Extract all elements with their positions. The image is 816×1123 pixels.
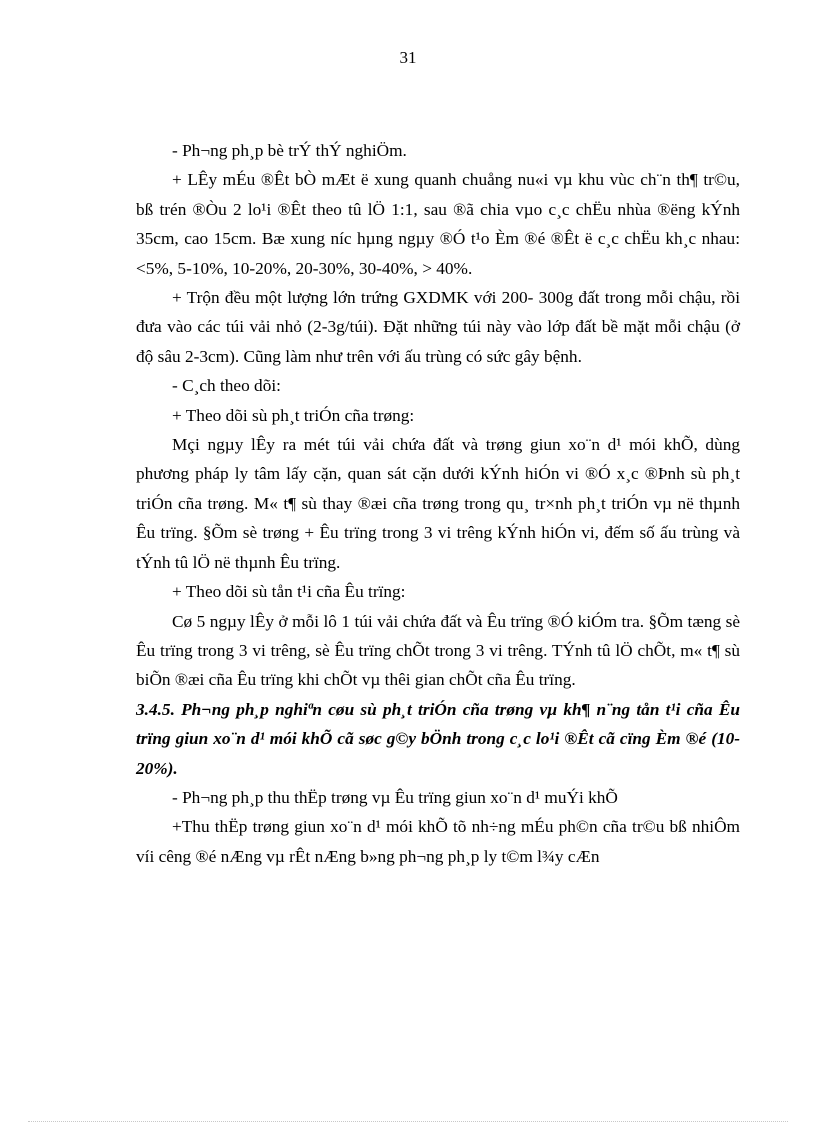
paragraph-egg-collection: +Thu thËp trøng giun xo¨n d¹ mói khÕ tõ nh÷ng mÉu ph©n cña tr©u bß nhiÔm víi cêng ®é nÆng vµ rÊt nÆng b»ng ph¬ng ph¸p ly t©m l¾y cÆn (136, 817, 740, 866)
paragraph-egg-mixing: + Trộn đều một lượng lớn trứng GXDMK với 200- 300g đất trong mỗi chậu, rồi đưa vào các túi vải nhỏ (2-3g/túi). Đặt những túi này vào lớp đất bề mặt mỗi chậu (ở độ sâu 2-3cm). Cũng làm như trên với ấu trùng có sức gây bệnh. (136, 288, 740, 366)
paragraph-soil-sampling: + LÊy mÉu ®Êt bÒ mÆt ë xung quanh chuång nu«i vµ khu vùc ch¨n th¶ tr©u, bß trén ®Òu 2 lo¹i ®Êt theo tû lÖ 1:1, sau ®ã chia vµo c¸c chËu nhùa ®ëng kÝnh 35cm, cao 15cm. Bæ xung níc hµng ngµy ®Ó t¹o Èm ®é ®Êt ë c¸c chËu kh¸c nhau: <5%, 5-10%, 10-20%, 20-30%, 30-40%, > 40%. (136, 170, 740, 278)
paragraph-egg-development-title: + Theo dõi sù ph¸t triÓn cña trøng: (172, 405, 415, 425)
paragraph-monitoring-method: - C¸ch theo dõi: (172, 376, 281, 396)
paragraph-collection-method: - Ph¬ng ph¸p thu thËp trøng vµ Êu trïng giun xo¨n d¹ muÝi khÕ (172, 787, 618, 807)
paragraph-larva-survival-title: + Theo dõi sù tån t¹i cña Êu trïng: (172, 582, 406, 602)
page-body (136, 136, 740, 871)
section-heading-3-4-5: 3.4.5. Ph¬ng ph¸p nghiªn cøu sù ph¸t triÓn cña trøng vµ kh¶ n¨ng tån t¹i cña Êu trïng giun xo¨n d¹ mói khÕ cã søc g©y bÖnh trong c¸c lo¹i ®Êt cã cïng Èm ®é (10-20%). (136, 699, 740, 778)
page-number: 31 (399, 48, 417, 67)
page-bottom-divider (28, 1121, 788, 1122)
paragraph-larva-survival: Cø 5 ngµy lÊy ở mỗi lô 1 túi vải chứa đất và Êu trïng ®Ó kiÓm tra. §Õm tæng sè Êu trïng trong 3 vi trêng, sè Êu trïng chÕt trong 3 vi trêng. TÝnh tû lÖ chÕt, m« t¶ sù biÕn ®æi cña Êu trïng khi chÕt vµ thêi gian chÕt cña Êu trïng. (136, 611, 740, 690)
paragraph-method-layout: - Ph¬ng ph¸p bè trÝ thÝ nghiÖm. (172, 141, 407, 160)
paragraph-egg-development: Mçi ngµy lÊy ra mét túi vải chứa đất và trøng giun xo¨n d¹ mói khÕ, dùng phương pháp ly tâm lấy cặn, quan sát cặn dưới kÝnh hiÓn vi ®Ó x¸c ®Þnh sù ph¸t triÓn cña trøng. M« t¶ sù thay ®æi cña trøng trong qu¸ tr×nh ph¸t triÓn vµ në thµnh Êu trïng. §Õm sè trøng + Êu trïng trong 3 vi trêng kÝnh hiÓn vi, đếm số ấu trùng và tÝnh tû lÖ në thµnh Êu trïng. (136, 435, 740, 572)
